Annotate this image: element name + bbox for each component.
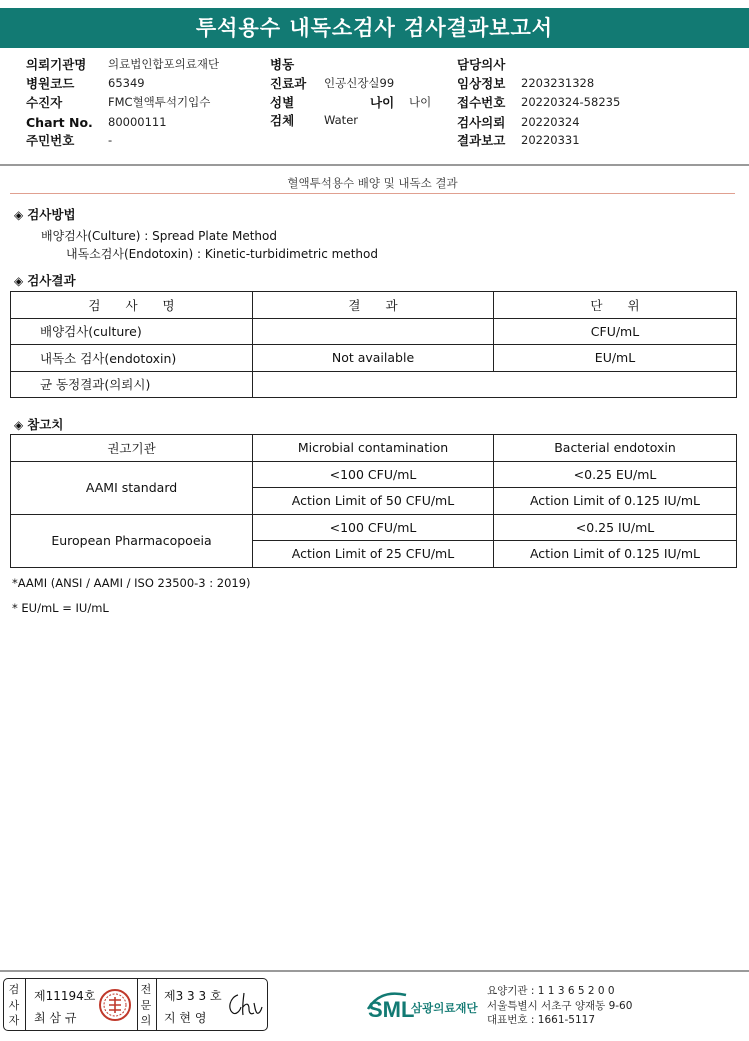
diamond-bullet-icon: ◈ xyxy=(14,418,24,432)
unit-cell: EU/mL xyxy=(494,345,737,372)
inspector-license-no: 제11194호 xyxy=(34,989,96,1003)
section-title: 혈액투석용수 배양 및 내독소 결과 xyxy=(10,172,735,194)
micro-cell: Action Limit of 25 CFU/mL xyxy=(253,541,494,568)
reference-table xyxy=(10,434,737,568)
column-header: Bacterial endotoxin xyxy=(494,435,737,462)
header-label: 성별 xyxy=(270,95,295,110)
header-label: 임상정보 xyxy=(457,76,506,91)
header-value: 2203231328 xyxy=(521,76,595,90)
header-label: 병동 xyxy=(270,57,295,72)
result-cell xyxy=(253,371,737,398)
test-name-cell: 내독소 검사(endotoxin) xyxy=(11,345,253,372)
footnote: * EU/mL = IU/mL xyxy=(12,601,109,615)
header-value: 20220331 xyxy=(521,133,580,147)
table-row xyxy=(11,345,737,372)
patient-info-header xyxy=(0,55,749,155)
header-row xyxy=(0,131,749,150)
method-heading xyxy=(14,205,76,223)
method-line: 배양검사(Culture) : Spread Plate Method xyxy=(41,229,277,243)
column-header: 결 과 xyxy=(253,292,494,319)
test-name-cell: 균 동정결과(의뢰시) xyxy=(11,371,253,398)
header-row xyxy=(0,113,749,132)
divider xyxy=(137,979,138,1030)
header-label: 의뢰기관명 xyxy=(26,57,87,72)
inspector-name: 최 삼 규 xyxy=(34,1011,77,1025)
divider xyxy=(25,979,26,1030)
table-row xyxy=(11,461,737,488)
header-label: 진료과 xyxy=(270,76,307,91)
footnote: *AAMI (ANSI / AAMI / ISO 23500-3 : 2019) xyxy=(12,576,251,590)
result-cell xyxy=(253,318,494,345)
doctor-name: 지 현 영 xyxy=(164,1011,207,1025)
header-value: 20220324 xyxy=(521,115,580,129)
org-info xyxy=(487,984,632,1028)
doctor-vertical-label: 전 문 의 xyxy=(140,983,152,1027)
sml-logo-icon xyxy=(366,983,484,1025)
header-value: 의료법인합포의료재단 xyxy=(108,57,220,71)
column-header: 단 위 xyxy=(494,292,737,319)
org-cell: European Pharmacopoeia xyxy=(11,514,253,567)
header-value: 65349 xyxy=(108,76,145,90)
header-row xyxy=(0,74,749,93)
signature-box xyxy=(3,978,268,1031)
micro-cell: Action Limit of 50 CFU/mL xyxy=(253,488,494,515)
header-label: 병원코드 xyxy=(26,76,75,91)
header-row xyxy=(0,55,749,74)
header-label: Chart No. xyxy=(26,115,93,130)
org-info-line: 서울특별시 서초구 양재동 9-60 xyxy=(487,999,633,1012)
header-label: 주민번호 xyxy=(26,133,75,148)
column-header: 권고기관 xyxy=(11,435,253,462)
inspector-seal-icon xyxy=(98,988,132,1022)
micro-cell: <100 CFU/mL xyxy=(253,461,494,488)
unit-cell: CFU/mL xyxy=(494,318,737,345)
header-value: 20220324-58235 xyxy=(521,95,621,109)
header-row xyxy=(0,93,749,112)
header-value: FMC혈액투석기입수 xyxy=(108,95,211,109)
header-value: Water xyxy=(324,113,358,127)
report-title: 투석용수 내독소검사 검사결과보고서 xyxy=(0,8,749,48)
method-line: 내독소검사(Endotoxin) : Kinetic-turbidimetric method xyxy=(66,247,378,261)
diamond-bullet-icon: ◈ xyxy=(14,274,24,288)
result-cell: Not available xyxy=(253,345,494,372)
endo-cell: <0.25 IU/mL xyxy=(494,514,737,541)
results-heading-text: 검사결과 xyxy=(27,273,76,288)
logo-text: SML xyxy=(368,997,415,1022)
table-row xyxy=(11,371,737,398)
header-divider xyxy=(0,164,749,166)
doctor-license-no: 제3 3 3 호 xyxy=(164,989,222,1003)
org-name: 삼광의료재단 xyxy=(411,1001,478,1015)
endo-cell: <0.25 EU/mL xyxy=(494,461,737,488)
signature-icon xyxy=(224,989,264,1021)
inspector-vertical-label: 검 사 자 xyxy=(8,983,20,1027)
header-label: 결과보고 xyxy=(457,133,506,148)
column-header: 검 사 명 xyxy=(11,292,253,319)
org-info-line: 대표번호 : 1661-5117 xyxy=(487,1014,596,1026)
reference-heading-text: 참고치 xyxy=(27,417,64,432)
endo-cell: Action Limit of 0.125 IU/mL xyxy=(494,488,737,515)
table-header-row xyxy=(11,435,737,462)
column-header: Microbial contamination xyxy=(253,435,494,462)
header-label: 담당의사 xyxy=(457,57,506,72)
age-value: 나이 xyxy=(409,95,432,109)
header-label: 검체 xyxy=(270,113,295,128)
table-header-row xyxy=(11,292,737,319)
org-info-line: 요양기관 : 1 1 3 6 5 2 0 0 xyxy=(487,985,615,997)
diamond-bullet-icon: ◈ xyxy=(14,208,24,222)
results-table xyxy=(10,291,737,398)
footer-divider xyxy=(0,970,749,972)
method-heading-text: 검사방법 xyxy=(27,207,76,222)
endo-cell: Action Limit of 0.125 IU/mL xyxy=(494,541,737,568)
age-label: 나이 xyxy=(370,95,395,110)
table-row xyxy=(11,514,737,541)
table-row xyxy=(11,318,737,345)
micro-cell: <100 CFU/mL xyxy=(253,514,494,541)
header-value: 인공신장실99 xyxy=(324,76,395,90)
org-cell: AAMI standard xyxy=(11,461,253,514)
results-heading xyxy=(14,271,76,289)
header-value: - xyxy=(108,133,113,147)
header-label: 검사의뢰 xyxy=(457,115,506,130)
header-label: 수진자 xyxy=(26,95,63,110)
header-label: 접수번호 xyxy=(457,95,506,110)
test-name-cell: 배양검사(culture) xyxy=(11,318,253,345)
header-value: 80000111 xyxy=(108,115,167,129)
reference-heading xyxy=(14,415,63,433)
divider xyxy=(156,979,157,1030)
